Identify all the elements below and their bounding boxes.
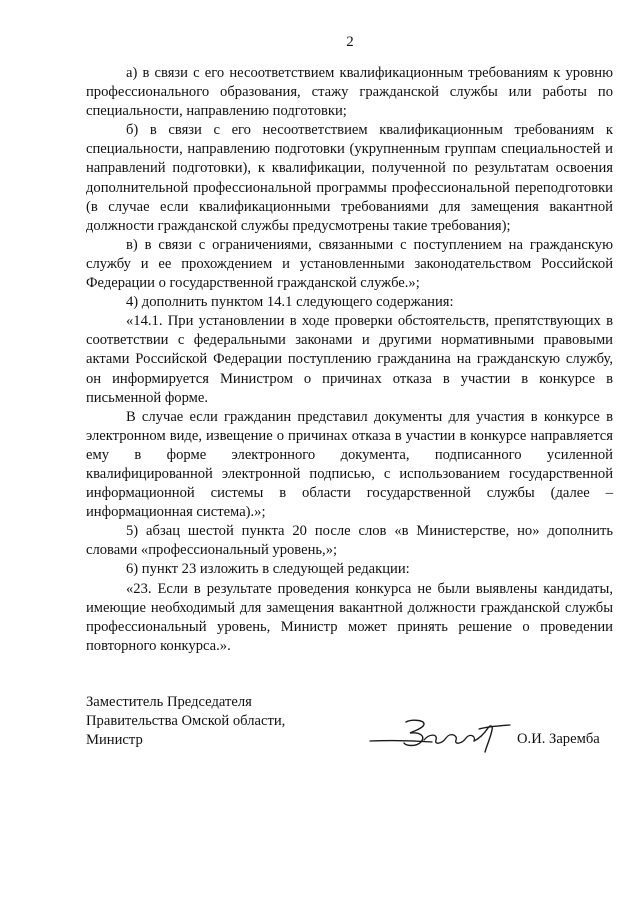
signatory-title-line: Министр (86, 732, 143, 749)
paragraph-23: «23. Если в результате проведения конкурса не были выявлены кандидаты, имеющие необходимый для замещения вакантной должности гражданской службы профессиональный уровень, Министр может принять решение о проведении повторного конкурса.». (86, 580, 613, 654)
signatory-title (86, 693, 285, 751)
paragraph-item-4: 4) дополнить пунктом 14.1 следующего содержания: (126, 294, 454, 311)
handwritten-signature (366, 716, 516, 758)
paragraph-b: б) в связи с его несоответствием квалификационным требованиям к специальности, направлению подготовки (укрупненным группам специальностей и направлений подготовки), к квалификации, полученной по результатам освоения дополнительной профессиональной программы профессиональной переподготовки (в случае если квалификационными требованиями для замещения вакантной должности гражданской службы предусмотрены такие требования); (86, 122, 613, 234)
paragraph-item-6: 6) пункт 23 изложить в следующей редакции: (126, 561, 410, 578)
paragraph-item-5: 5) абзац шестой пункта 20 после слов «в Министерстве, но» дополнить словами «профессиональный уровень,»; (86, 523, 613, 559)
paragraph-14-1: «14.1. При установлении в ходе проверки обстоятельств, препятствующих в соответствии с федеральными законами и другими нормативными правовыми актами Российской Федерации поступлению гражданина на гражданскую службу, он информируется Министром о причинах отказа в участии в конкурсе в письменной форме. (86, 313, 613, 406)
document-body (86, 64, 613, 656)
paragraph-electronic-docs: В случае если гражданин представил документы для участия в конкурсе в электронном виде, извещение о причинах отказа в участии в конкурсе направляется ему в форме электронного документа, подписанного усиленной квалифицированной электронной подписью, с использованием государственной информационной системы в области государственной службы (далее – информационная система).»; (86, 408, 613, 521)
page-number: 2 (346, 34, 354, 50)
paragraph-v: в) в связи с ограничениями, связанными с поступлением на гражданскую службу и ее прохождением и установленными законодательством Российской Федерации о государственной гражданской службе.»; (86, 236, 613, 292)
signatory-title-line: Заместитель Председателя (86, 694, 252, 710)
signer-name: О.И. Заремба (517, 731, 600, 747)
paragraph-a: а) в связи с его несоответствием квалификационным требованиям к уровню профессионального образования, стажу гражданской службы или работы по специальности, направлению подготовки; (86, 65, 613, 120)
signatory-title-line: Правительства Омской области, (86, 713, 286, 730)
